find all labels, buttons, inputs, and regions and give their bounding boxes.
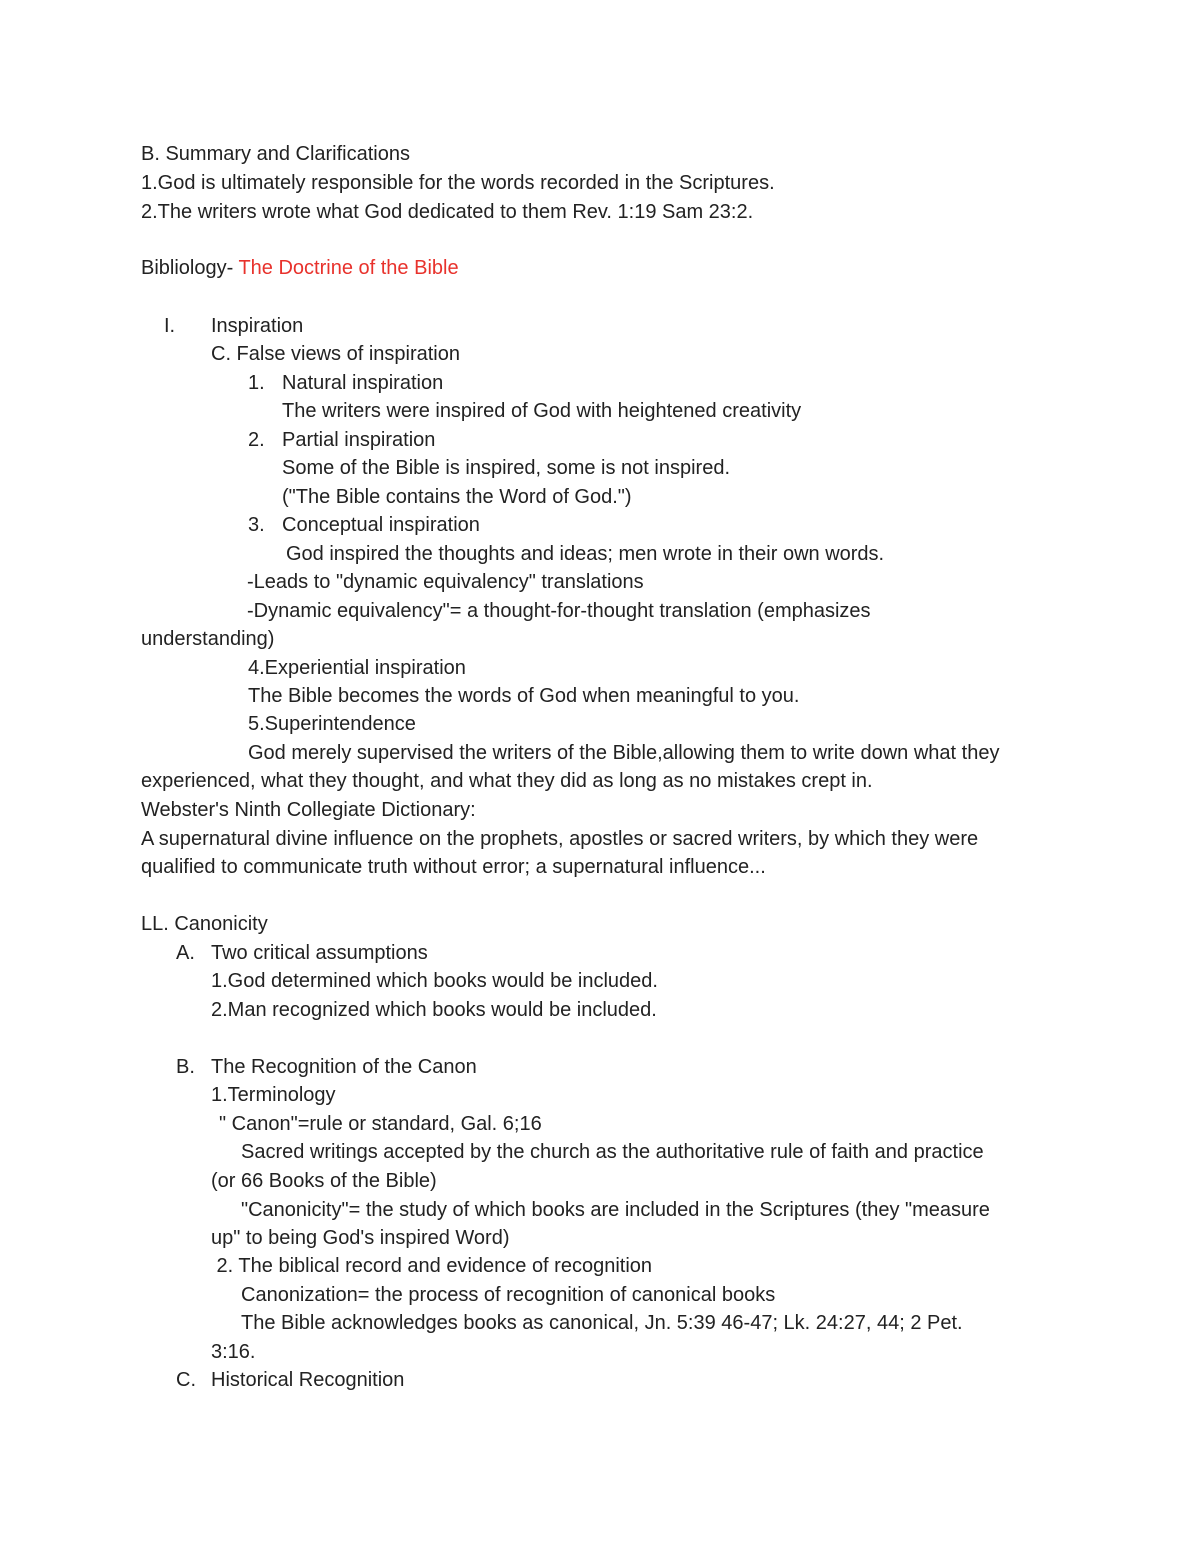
canon-definition: " Canon"=rule or standard, Gal. 6;16 (219, 1113, 542, 1135)
summary-item-1: 1.God is ultimately responsible for the words recorded in the Scriptures. (141, 172, 775, 194)
partial-description-1: Some of the Bible is inspired, some is not inspired. (282, 457, 730, 479)
section-inspiration: Inspiration (211, 315, 304, 337)
summary-heading: B. Summary and Clarifications (141, 143, 410, 165)
assumption-1: 1.God determined which books would be included. (211, 970, 658, 992)
canonicity-heading: LL. Canonicity (141, 913, 268, 935)
superintendence-description-2: experienced, what they thought, and what they did as long as no mistakes crept in. (141, 770, 873, 792)
terminology-heading: 1.Terminology (211, 1084, 336, 1106)
dynamic-equivalency-line-2: understanding) (141, 628, 275, 650)
partial-description-2: ("The Bible contains the Word of God.") (282, 486, 632, 508)
dynamic-equivalency-line-1: -Dynamic equivalency"= a thought-for-thought translation (emphasizes (247, 600, 871, 622)
list-letter-b: B. (176, 1056, 195, 1078)
acknowledges-line-1: The Bible acknowledges books as canonical, Jn. 5:39 46-47; Lk. 24:27, 44; 2 Pet. (241, 1312, 963, 1334)
summary-item-2: 2.The writers wrote what God dedicated to them Rev. 1:19 Sam 23:2. (141, 201, 754, 223)
list-number-2: 2. (248, 429, 265, 451)
canonicity-definition-2: up" to being God's inspired Word) (211, 1227, 510, 1249)
superintendence-description-1: God merely supervised the writers of the Bible,allowing them to write down what they (248, 742, 1000, 764)
list-letter-c: C. (176, 1369, 196, 1391)
biblical-record-heading: 2. The biblical record and evidence of recognition (211, 1255, 653, 1277)
canonicity-definition-1: "Canonicity"= the study of which books are included in the Scriptures (they "measure (241, 1199, 990, 1221)
two-assumptions-heading: Two critical assumptions (211, 942, 428, 964)
acknowledges-line-2: 3:16. (211, 1341, 256, 1363)
sacred-writings-line-2: (or 66 Books of the Bible) (211, 1170, 437, 1192)
list-number-1: 1. (248, 372, 265, 394)
bibliology-heading (141, 254, 459, 282)
webster-reference: Webster's Ninth Collegiate Dictionary: (141, 799, 476, 821)
historical-recognition-heading: Historical Recognition (211, 1369, 405, 1391)
recognition-heading: The Recognition of the Canon (211, 1056, 477, 1078)
experiential-inspiration: 4.Experiential inspiration (248, 657, 466, 679)
canonization-definition: Canonization= the process of recognition of canonical books (241, 1284, 776, 1306)
natural-inspiration: Natural inspiration (282, 372, 444, 394)
webster-definition-1: A supernatural divine influence on the prophets, apostles or sacred writers, by which they were (141, 828, 979, 850)
list-number-3: 3. (248, 514, 265, 536)
roman-numeral-1: I. (164, 315, 176, 337)
bibliology-title: The Doctrine of the Bible (238, 257, 459, 279)
experiential-description: The Bible becomes the words of God when meaningful to you. (248, 685, 800, 707)
superintendence: 5.Superintendence (248, 713, 416, 735)
natural-description: The writers were inspired of God with heightened creativity (282, 400, 802, 422)
conceptual-description: God inspired the thoughts and ideas; men wrote in their own words. (286, 543, 885, 565)
webster-definition-2: qualified to communicate truth without error; a supernatural influence... (141, 856, 766, 878)
partial-inspiration: Partial inspiration (282, 429, 436, 451)
leads-to-note: -Leads to "dynamic equivalency" translations (247, 571, 644, 593)
bibliology-label: Bibliology- (141, 257, 239, 279)
list-letter-a: A. (176, 942, 195, 964)
conceptual-inspiration: Conceptual inspiration (282, 514, 480, 536)
assumption-2: 2.Man recognized which books would be included. (211, 999, 657, 1021)
false-views-heading: C. False views of inspiration (211, 343, 460, 365)
sacred-writings-line-1: Sacred writings accepted by the church as the authoritative rule of faith and practice (241, 1141, 984, 1163)
